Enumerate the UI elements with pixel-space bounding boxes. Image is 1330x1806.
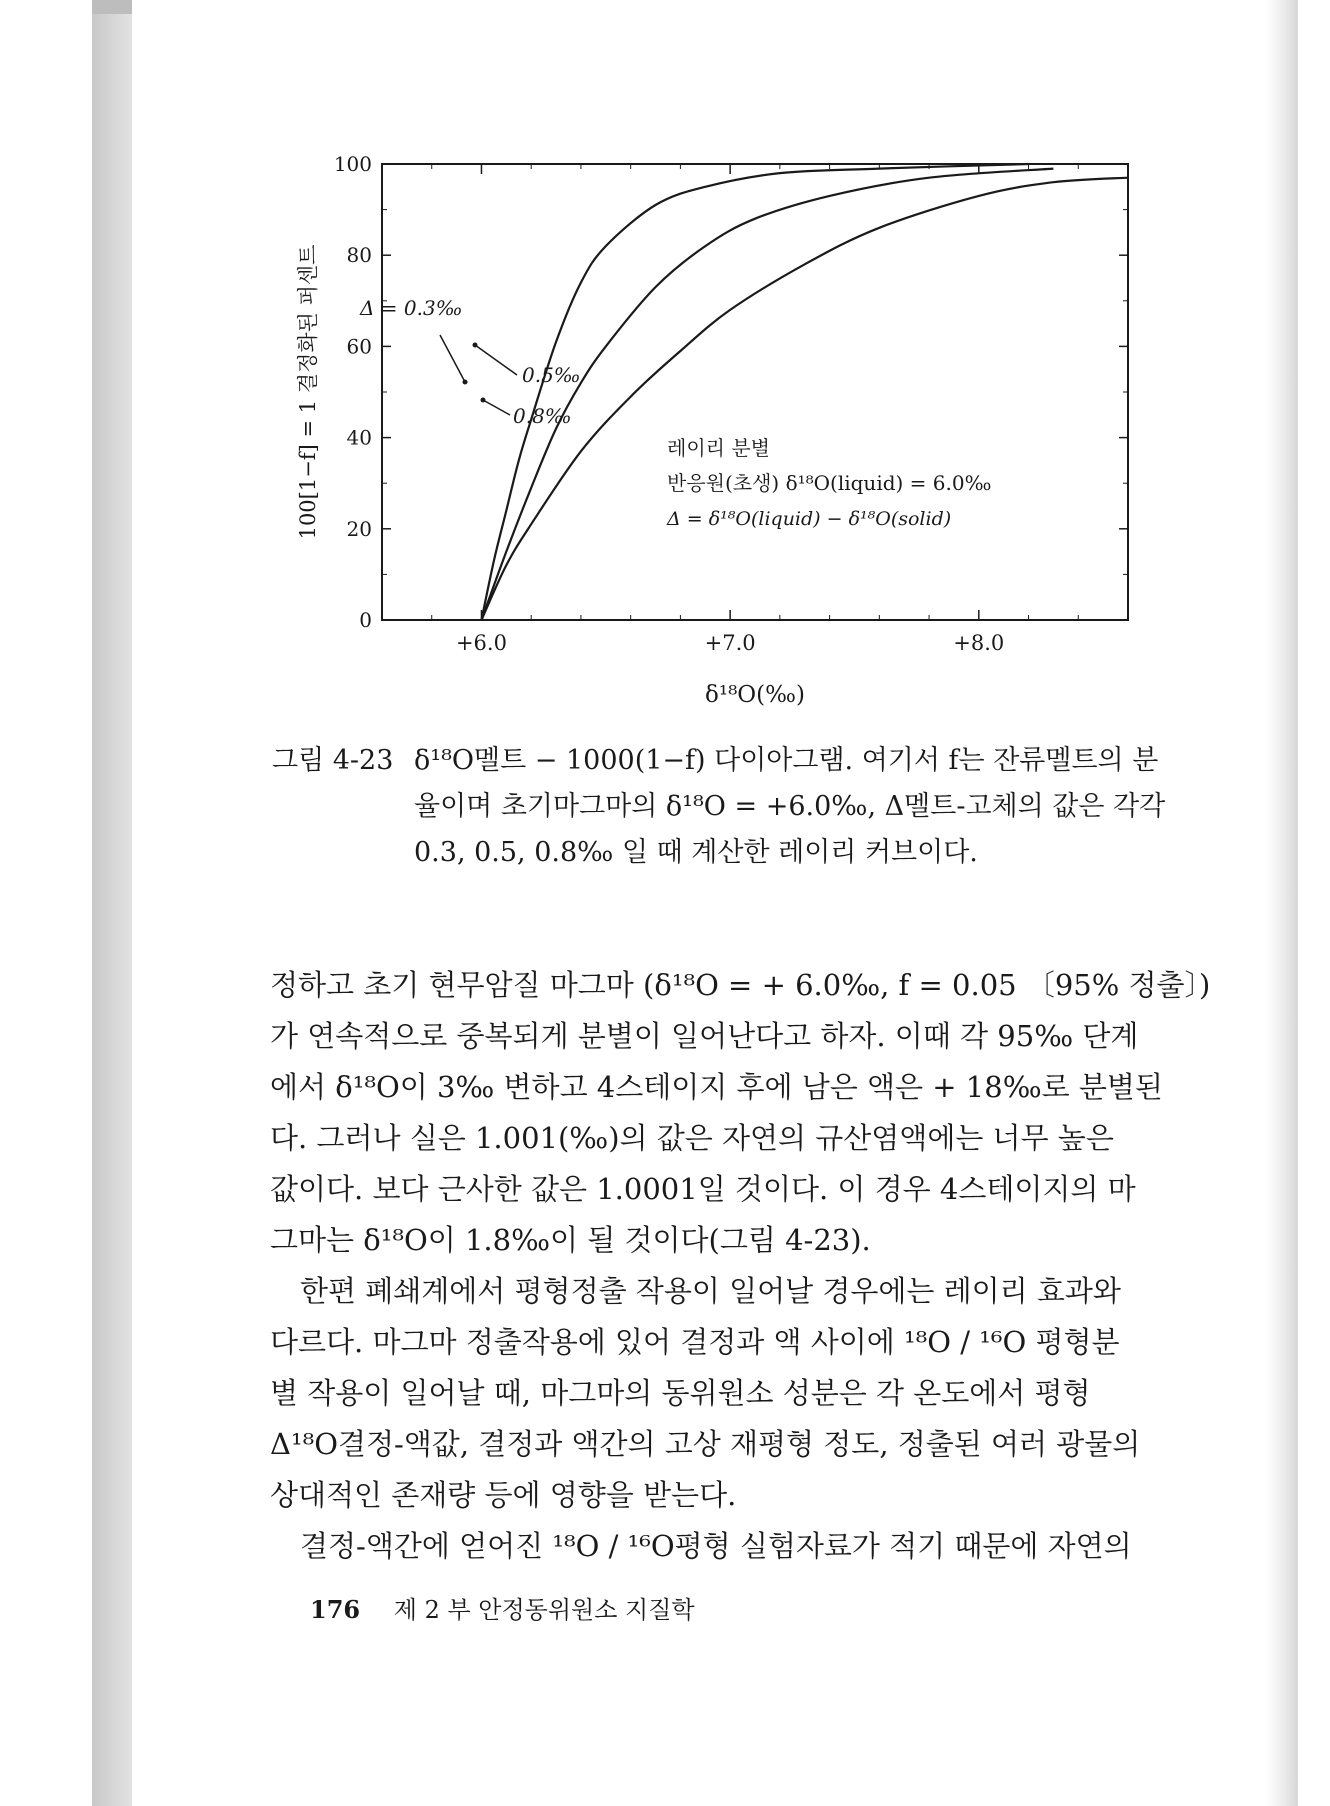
body-line: 결정-액간에 얻어진 ¹⁸O / ¹⁶O평형 실험자료가 적기 때문에 자연의 [300,1529,1132,1563]
page-right-edge [1266,0,1298,1806]
caption-line: 율이며 초기마그마의 δ¹⁸O = +6.0‰, Δ멜트-고체의 값은 각각 [414,791,1166,822]
body-line: 정하고 초기 현무암질 마그마 (δ¹⁸O = + 6.0‰, f = 0.05 〔95% 정출〕) [270,968,1211,1002]
y-tick-label: 60 [346,334,372,359]
body-line: 한편 폐쇄계에서 평형정출 작용이 일어날 경우에는 레이리 효과와 [300,1274,1121,1308]
y-tick-label: 80 [346,243,372,268]
caption-label: 그림 4-23 [272,745,394,776]
y-axis-label: 100[1−f] = 1 결정화된 퍼센트 [296,244,320,540]
y-tick-label: 0 [359,608,372,632]
body-line: Δ¹⁸O결정-액값, 결정과 액간의 고상 재평형 정도, 정출된 여러 광물의 [270,1427,1141,1461]
x-tick-label: +8.0 [953,631,1005,655]
chart-figure [285,150,1145,714]
caption-body [414,738,1166,876]
rayleigh-chart [285,150,1145,710]
body-text [270,960,1211,1572]
book-spine-edge [92,0,132,1806]
series-line [482,169,1054,620]
legend-line: 반응원(초생) δ¹⁸O(liquid) = 6.0‰ [667,471,992,495]
book-spine-top [92,0,132,14]
curve-annotation: Δ = 0.3‰ [360,296,463,320]
curve-annotation: 0.8‰ [513,404,572,428]
y-tick-label: 40 [346,425,372,450]
body-line: 그마는 δ¹⁸O이 1.8‰이 될 것이다(그림 4-23). [270,1223,871,1257]
page-footer [310,1590,695,1625]
series-line [482,164,1029,620]
x-tick-label: +7.0 [704,631,756,655]
body-line: 다. 그러나 실은 1.001(‰)의 값은 자연의 규산염액에는 너무 높은 [270,1121,1114,1155]
y-tick-label: 100 [333,152,372,176]
annotation-arrowhead [473,343,478,348]
caption-line: 0.3, 0.5, 0.8‰ 일 때 계산한 레이리 커브이다. [414,837,978,868]
section-title: 제 2 부 안정동위원소 지질학 [393,1596,695,1624]
x-tick-label: +6.0 [455,631,507,655]
annotation-arrowhead [481,398,486,403]
body-line: 별 작용이 일어날 때, 마그마의 동위원소 성분은 각 온도에서 평형 [270,1376,1091,1410]
legend-line: 레이리 분별 [667,436,770,460]
series-line [482,178,1129,620]
annotation-arrow [483,400,510,415]
x-axis-label: δ¹⁸O(‰) [705,682,805,708]
curve-annotation: 0.5‰ [522,363,581,387]
body-line: 가 연속적으로 중복되게 분별이 일어난다고 하자. 이때 각 95‰ 단계 [270,1019,1139,1053]
caption-line: δ¹⁸O멜트 − 1000(1−f) 다이아그램. 여기서 f는 잔류멜트의 분 [414,745,1159,776]
body-line: 에서 δ¹⁸O이 3‰ 변하고 4스테이지 후에 남은 액은 + 18‰로 분별된 [270,1070,1163,1104]
body-line: 값이다. 보다 근사한 값은 1.0001일 것이다. 이 경우 4스테이지의 마 [270,1172,1136,1206]
y-tick-label: 20 [346,516,372,541]
legend-line: Δ = δ¹⁸O(liquid) − δ¹⁸O(solid) [667,508,952,530]
annotation-arrowhead [463,380,468,385]
annotation-arrow [440,335,465,382]
annotation-arrow [475,345,517,375]
body-line: 상대적인 존재량 등에 영향을 받는다. [270,1478,737,1512]
plot-frame [382,164,1128,620]
body-line: 다르다. 마그마 정출작용에 있어 결정과 액 사이에 ¹⁸O / ¹⁶O 평형분 [270,1325,1120,1359]
page-number: 176 [310,1595,361,1624]
